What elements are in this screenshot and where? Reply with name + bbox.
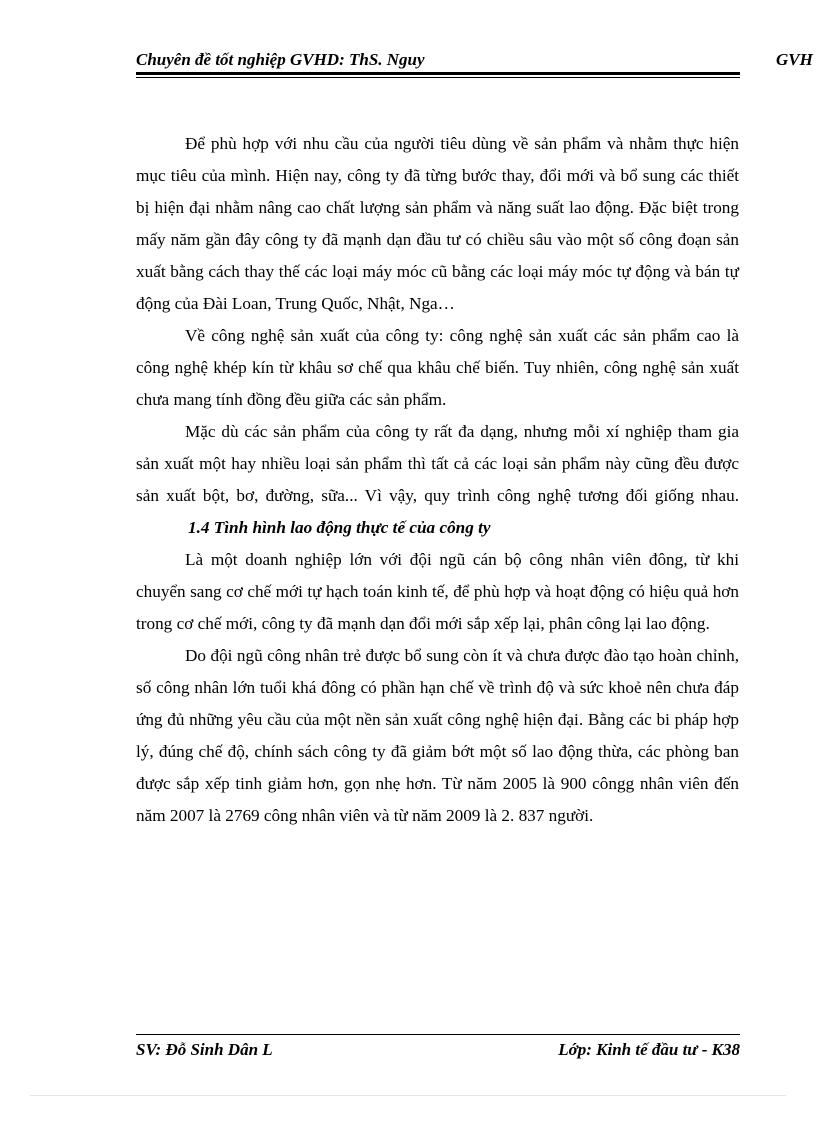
- header-rule-thick: [136, 72, 740, 75]
- footer-rule: [136, 1034, 740, 1035]
- section-heading: 1.4 Tình hình lao động thực tế của công ty: [188, 518, 491, 537]
- paragraph: Để phù hợp với nhu cầu của người tiêu dùng về sản phẩm và nhằm thực hiện mục tiêu của mình. Hiện nay, công ty đã từng bước thay, đổi mới và bổ sung các thiết bị hiện đại nhằm nâng cao chất lượng sản phẩm và năng suất lao động. Đặc biệt trong mấy năm gần đây công ty đã mạnh dạn đầu tư có chiều sâu vào một số công đoạn sản xuất bằng cách thay thế các loại máy móc cũ bằng các loại máy móc tự động và bán tự động của Đài Loan, Trung Quốc, Nhật, Nga…: [136, 134, 739, 313]
- paragraph: Mặc dù các sản phẩm của công ty rất đa dạng, nhưng mỗi xí nghiệp tham gia sản xuất một hay nhiều loại sản phẩm thì tất cả các loại sản phẩm này cũng đều được sản xuất bột, bơ, đường, sữa... Vì vậy, quy trình công nghệ tương đối giống nhau.: [136, 422, 739, 505]
- paragraph: Về công nghệ sản xuất của công ty: công nghệ sản xuất các sản phẩm cao là công nghệ khép kín từ khâu sơ chế qua khâu chế biến. Tuy nhiên, công nghệ sản xuất chưa mang tính đồng đều giữa các sản phẩm.: [136, 326, 739, 409]
- paragraph: Do đội ngũ công nhân trẻ được bổ sung còn ít và chưa được đào tạo hoàn chỉnh, số công nhân lớn tuổi khá đông có phần hạn chế về trình độ và sức khoẻ nên chưa đáp ứng đủ những yêu cầu của một nền sản xuất công nghệ hiện đại. Bằng các bi pháp hợp lý, đúng chế độ, chính sách công ty đã giảm bớt một số lao động thừa, các phòng ban được sắp xếp tinh giảm hơn, gọn nhẹ hơn. Từ năm 2005 là 900 côngg nhân viên đến năm 2007 là 2769 công nhân viên và từ năm 2009 là 2. 837 người.: [136, 646, 739, 825]
- footer-student: SV: Đỗ Sinh Dân L: [136, 1040, 273, 1059]
- header-title-overflow: GVH: [776, 50, 813, 69]
- header-title: Chuyên đề tốt nghiệp GVHD: ThS. Nguy: [136, 50, 425, 69]
- footer-class: Lớp: Kinh tế đầu tư - K38: [558, 1040, 740, 1059]
- paragraph: Là một doanh nghiệp lớn với đội ngũ cán bộ công nhân viên đông, từ khi chuyển sang cơ chế mới tự hạch toán kinh tế, để phù hợp và hoạt động có hiệu quả hơn trong cơ chế mới, công ty đã mạnh dạn đổi mới sắp xếp lại, phân công lại lao động.: [136, 550, 739, 633]
- document-body: [136, 128, 739, 832]
- header-rule-thin: [136, 77, 740, 78]
- page-edge: [30, 1095, 786, 1096]
